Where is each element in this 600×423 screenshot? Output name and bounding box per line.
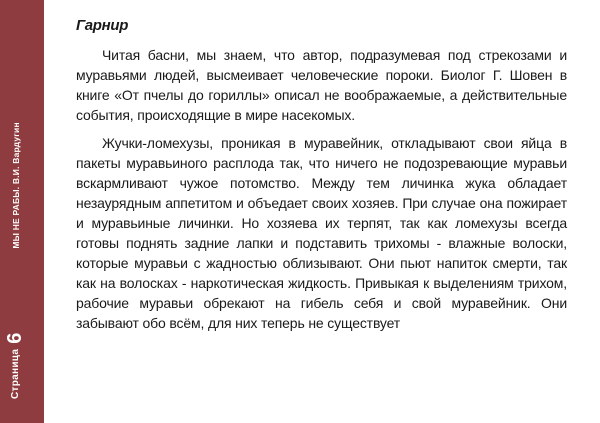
book-title: МЫ НЕ РАБЫ. В.И. Вардугин [10,122,21,249]
sidebar [0,0,44,423]
paragraph-1: Читая басни, мы знаем, что автор, подразумевая под стрекозами и муравьями людей, высмеивает человеческие пороки. Биолог Г. Шовен в книге «От пчелы до гориллы» описал не воображаемые, а действительные события, происходящие в мире насекомых. [76,47,567,123]
page-label: Страница [10,348,21,399]
paragraph-2: Жучки-ломехузы, проникая в муравейник, откладывают свои яйца в пакеты муравьиного расплода так, что ничего не подозревающие муравьи вскармливают чужое потомство. Между тем личинка жука обладает незаурядным аппетитом и объедает своих хозяев. При случае она пожирает и муравьиные личинки. Но хозяева их терпят, так как ломехузы всегда готовы поднять задние лапки и подставить трихомы - влажные волоски, которые муравьи с жадностью облизывают. Они пьют напиток смерти, так как на волосках - наркотическая жидкость. Привыкая к выделениям трихом, рабочие муравьи обрекают на гибель себя и свой муравейник. Они забывают обо всём, для них теперь не существует [76,135,567,331]
sidebar-caption [4,122,27,399]
page-number: 6 [4,332,26,344]
article-heading: Гарнир [76,17,129,34]
article [76,16,567,341]
